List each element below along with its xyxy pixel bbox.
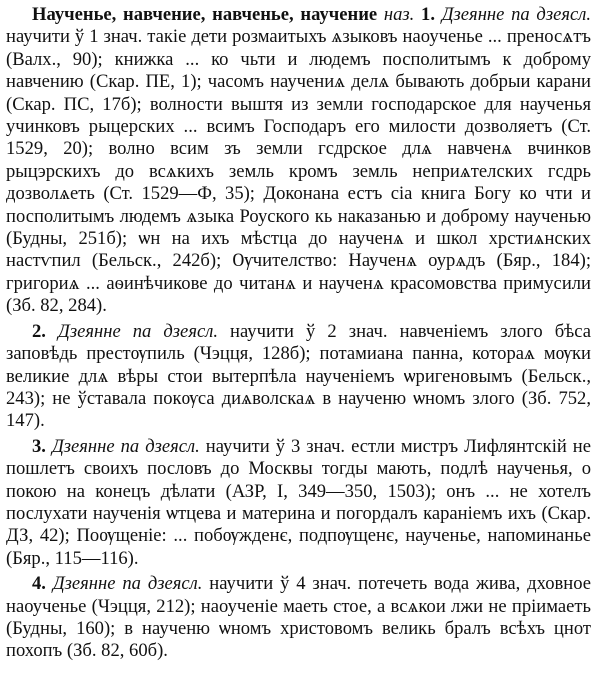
sense-number-1: 1. [421,4,435,25]
sense-citations-4: научити ў 4 знач. потечеть вода жива, дховное наоученье (Чэцця, 212); наоученіе маеть стое, а всѧкои лжи не пріимаеть (Будны, 160); в наученю ѡномъ христовомъ великь бралъ всѣхъ цнот похопъ (Зб. 82, 60б). [6,573,592,662]
sense-definition-1: Дзеянне па дзеясл. [441,4,591,25]
sense-definition-2: Дзеянне па дзеясл. [58,320,218,342]
sense-definition-4: Дзеянне па дзеясл. [52,573,203,595]
sense-citations-3: научити ў 3 знач. естли мистръ Лифлянтскій не пошлетъ своихъ пословъ до Москвы тогды мають, подлѣ наученья, о покою на конецъ дѣлати (АЗР, I, 349—350, 1503); онъ ... не хотелъ послухати наученія ѡтцева и материна и погордалъ караніемъ ихъ (Скар. ДЗ, 42); Поѹщеніе: ... побѹжденє, подпѹщенє, наученье, напоминанье (Бяр., 115—116). [6,435,592,569]
sense-citations-2: научити ў 2 знач. навченіемъ злого бѣса заповѣдь престѹпиль (Чэцця, 128б); потамиана панна, котораѧ мѹки великие длѧ вѣры стои вытерпѣла наученіемъ ѡригеновымъ (Бельск., 243); не ўставала покѹса диѧволскаѧ в наученю ѡномъ злого (Зб. 752, 147). [6,320,591,432]
sense-number-4: 4. [32,573,46,595]
entry-paragraph-3 [6,436,591,570]
entry-lemma: Наученье, навчение, навченье, научение [32,4,378,25]
entry-paragraph-2 [6,321,591,433]
part-of-speech: наз. [383,4,415,25]
entry-paragraph-4 [6,573,591,663]
sense-number-3: 3. [32,435,46,457]
sense-definition-3: Дзеянне па дзеясл. [51,435,200,457]
sense-number-2: 2. [32,320,46,342]
entry-paragraph-1 [6,4,591,318]
sense-citations-1: научити ў 1 знач. такіе дети розмаитыхъ ѧзыковъ наоученье ... преносѧтъ (Валх., 90); книжка ... ко чьти и людемъ посполитымъ к доброму навчению (Скар. ПЕ, 1); часомъ научениѧ делѧ бывають добрыи карани (Скар. ПС, 17б); волности выштя из земли господарское для наученья учинковъ рыцерских ... всимъ Господаръ его милости дозволяетъ (Ст. 1529, 20); волно всим зъ земли гсдрское длѧ навченѧ вчинков рыцэрскихъ до всѧкихъ земль кромъ земль неприѧтелских гсдрь дозволѧеть (Ст. 1529—Ф, 35); Доконана естъ сіа книга Богу ко чти и посполитымъ людемъ ѧзыка Роуского кь наказанью и доброму наученью (Будны, 251б); ѡн на ихъ мѣстца до наученѧ и школ хрстиѧнских настѵпил (Бельск., 242б); Ѹчителство: Наученѧ оурѧдъ (Бяр., 184); григориѧ ... аѳинѣчикове до читанѧ и наученѧ красомовства примусили (Зб. 82, 284). [6,26,591,317]
